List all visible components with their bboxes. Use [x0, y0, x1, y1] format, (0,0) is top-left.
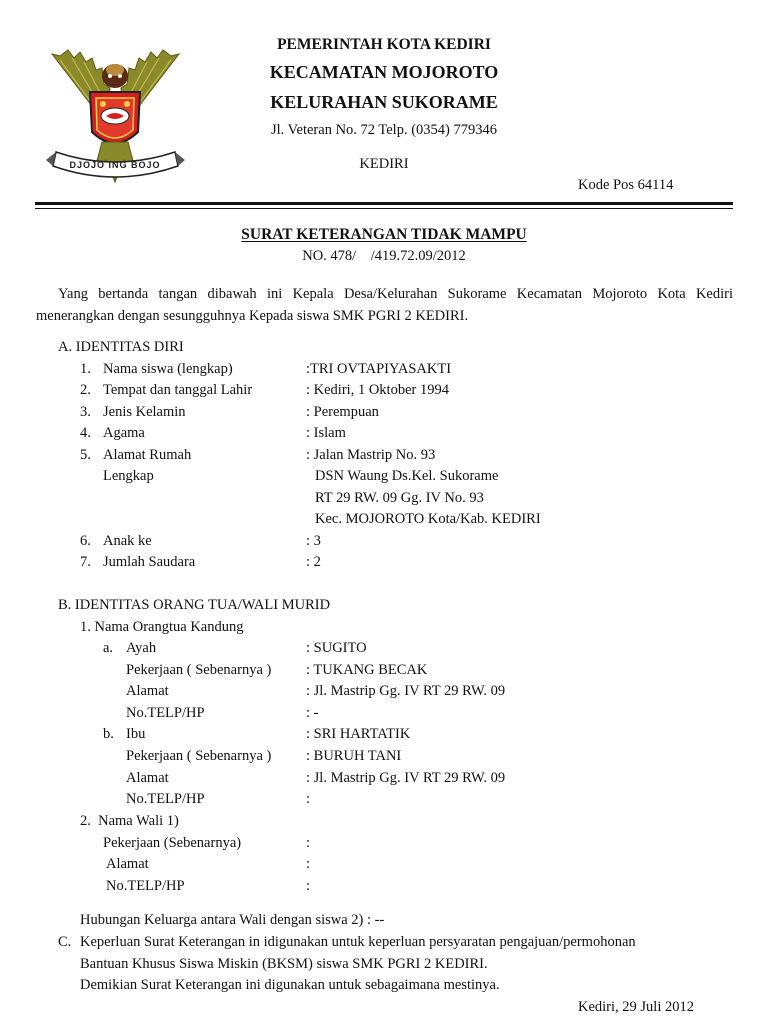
field-value-guardian-address: :: [306, 856, 311, 872]
purpose-line: Keperluan Surat Keterangan in idigunakan untuk keperluan persyaratan pengajuan/permohonan: [80, 934, 636, 950]
header-rule-thick: [35, 202, 733, 205]
address-line: Kec. MOJOROTO Kota/Kab. KEDIRI: [315, 511, 541, 527]
field-label-mother-address: Alamat: [126, 770, 169, 786]
field-label-address: Alamat Rumah: [103, 447, 192, 463]
section-c-marker: C.: [58, 934, 72, 950]
letter-number: NO. 478/ /419.72.09/2012: [302, 248, 466, 264]
field-value-religion: : Islam: [306, 425, 346, 441]
field-label-mother: Ibu: [126, 726, 146, 742]
field-label-father-address: Alamat: [126, 683, 169, 699]
field-value-mother-address: : Jl. Mastrip Gg. IV RT 29 RW. 09: [306, 770, 506, 786]
section-b-heading: B. IDENTITAS ORANG TUA/WALI MURID: [58, 597, 331, 613]
header-postal-code: Kode Pos 64114: [578, 177, 674, 193]
field-label-mother-job: Pekerjaan ( Sebenarnya ): [126, 748, 272, 764]
closing-statement: Demikian Surat Keterangan ini digunakan untuk sebagaimana mestinya.: [80, 977, 500, 993]
field-value-mother: : SRI HARTATIK: [306, 726, 411, 742]
address-line: DSN Waung Ds.Kel. Sukorame: [315, 468, 499, 484]
field-label-child-order: Anak ke: [103, 533, 152, 549]
section-a-heading: A. IDENTITAS DIRI: [58, 339, 184, 355]
header-district: KECAMATAN MOJOROTO: [269, 62, 499, 82]
field-value-guardian-job: :: [306, 835, 311, 851]
field-label-father-job: Pekerjaan ( Sebenarnya ): [126, 662, 272, 678]
header-city: KEDIRI: [359, 156, 409, 172]
mother-marker: b.: [103, 726, 114, 742]
field-value-gender: : Perempuan: [306, 404, 379, 420]
header-government: PEMERINTAH KOTA KEDIRI: [277, 36, 491, 53]
field-value-child-order: : 3: [306, 533, 321, 549]
field-value-siblings: : 2: [306, 554, 321, 570]
intro-paragraph: Yang bertanda tangan dibawah ini Kepala Desa/Kelurahan Sukorame Kecamatan Mojoroto Kota Kediri menerangkan dengan sesungguhnya Kepada siswa SMK PGRI 2 KEDIRI.: [36, 286, 733, 324]
field-label-gender: Jenis Kelamin: [103, 404, 186, 420]
item-number: 2.: [80, 382, 91, 398]
field-label-religion: Agama: [103, 425, 145, 441]
field-label-mother-phone: No.TELP/HP: [126, 791, 205, 807]
field-value-father-job: : TUKANG BECAK: [306, 662, 428, 678]
item-number: 5.: [80, 447, 91, 463]
item-number: 1.: [80, 361, 91, 377]
field-value-student-name: :TRI OVTAPIYASAKTI: [306, 361, 452, 377]
field-value-address: : Jalan Mastrip No. 93: [306, 447, 436, 463]
field-value-mother-phone: :: [306, 791, 311, 807]
guardian-subheading: 2. Nama Wali 1): [80, 813, 179, 829]
field-value-father-phone: : -: [306, 705, 319, 721]
field-label-birth: Tempat dan tanggal Lahir: [103, 382, 253, 398]
guardian-relation: Hubungan Keluarga antara Wali dengan siswa 2) : --: [80, 912, 385, 928]
address-line: RT 29 RW. 09 Gg. IV No. 93: [315, 490, 484, 506]
field-value-father-address: : Jl. Mastrip Gg. IV RT 29 RW. 09: [306, 683, 506, 699]
field-label-student-name: Nama siswa (lengkap): [103, 361, 233, 377]
field-value-birth: : Kediri, 1 Oktober 1994: [306, 382, 449, 398]
svg-text:DJOJO ING BOJO: DJOJO ING BOJO: [69, 160, 161, 170]
item-number: 7.: [80, 554, 91, 570]
field-label-father-phone: No.TELP/HP: [126, 705, 205, 721]
field-label-guardian-address: Alamat: [106, 856, 149, 872]
field-label-address-cont: Lengkap: [103, 468, 154, 484]
letter-title-text: SURAT KETERANGAN TIDAK MAMPU: [241, 226, 527, 243]
field-label-guardian-phone: No.TELP/HP: [106, 878, 185, 894]
item-number: 6.: [80, 533, 91, 549]
purpose-line: Bantuan Khusus Siswa Miskin (BKSM) siswa SMK PGRI 2 KEDIRI.: [80, 956, 488, 972]
item-number: 4.: [80, 425, 91, 441]
father-marker: a.: [103, 640, 114, 656]
item-number: 3.: [80, 404, 91, 420]
field-label-siblings: Jumlah Saudara: [103, 554, 196, 570]
letter-title: [0, 226, 768, 244]
parents-subheading: 1. Nama Orangtua Kandung: [80, 619, 244, 635]
letter-date: Kediri, 29 Juli 2012: [578, 999, 694, 1015]
field-label-guardian-job: Pekerjaan (Sebenarnya): [103, 835, 242, 851]
field-label-father: Ayah: [126, 640, 157, 656]
header-rule-thin: [35, 208, 733, 209]
header-village: KELURAHAN SUKORAME: [270, 92, 498, 112]
field-value-guardian-phone: :: [306, 878, 311, 894]
kediri-emblem-logo: [38, 32, 193, 192]
field-value-mother-job: : BURUH TANI: [306, 748, 402, 764]
field-value-father: : SUGITO: [306, 640, 367, 656]
header-address: Jl. Veteran No. 72 Telp. (0354) 779346: [271, 122, 497, 138]
